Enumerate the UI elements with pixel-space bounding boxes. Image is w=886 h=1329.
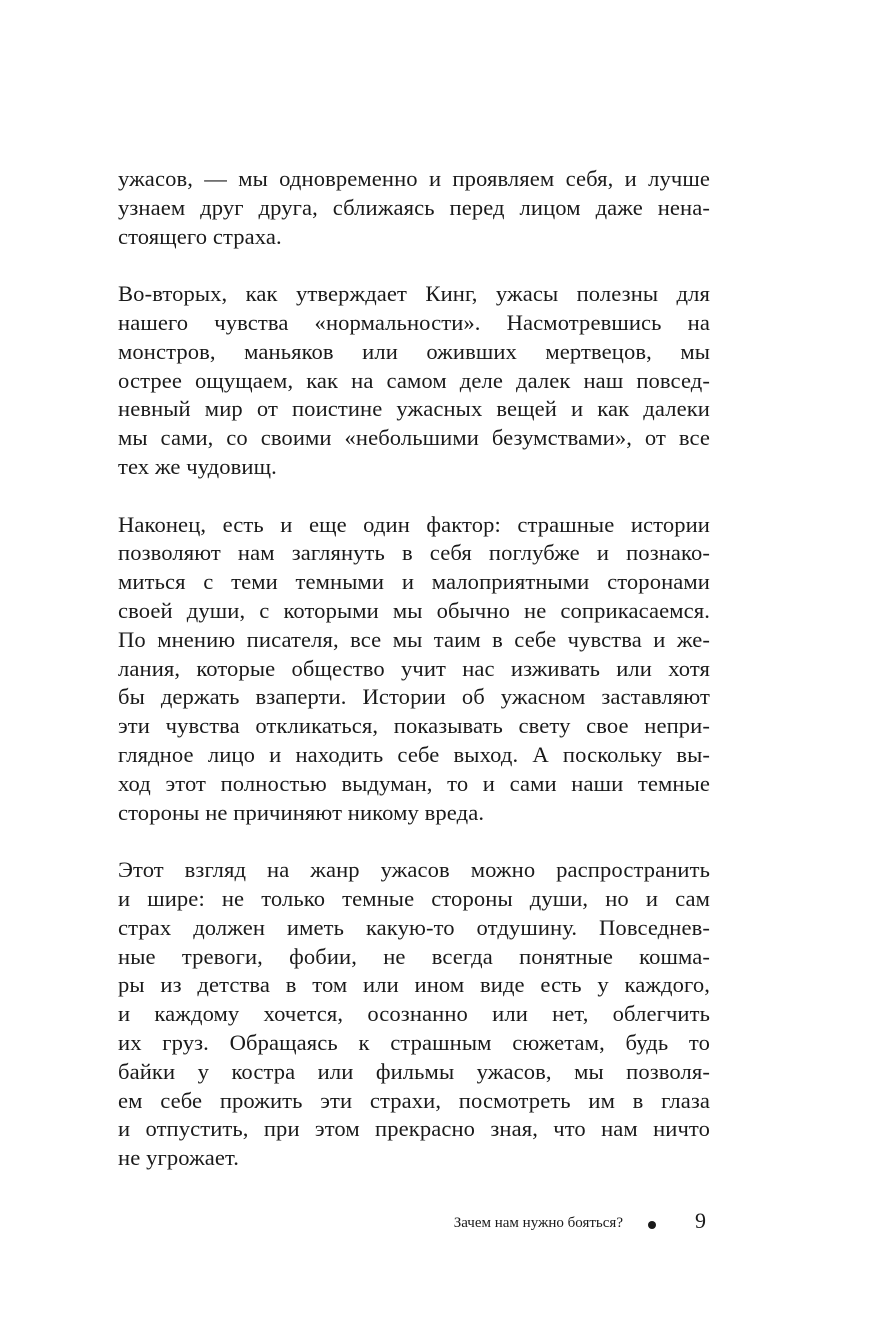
text-line: и шире: не только темные стороны души, но и сам bbox=[118, 885, 710, 911]
paragraph bbox=[118, 856, 710, 1173]
text-line: и каждому хочется, осознанно или нет, облегчить bbox=[118, 1001, 710, 1027]
text-line: тех же чудовищ. bbox=[118, 453, 277, 479]
text-line: ры из детства в том или ином виде есть у каждого, bbox=[118, 972, 710, 998]
text-line: острее ощущаем, как на самом деле далек наш повсед- bbox=[118, 367, 710, 393]
text-line: эти чувства откликаться, показывать свету свое непри- bbox=[118, 713, 710, 739]
text-line: своей души, с которыми мы обычно не соприкасаемся. bbox=[118, 597, 710, 623]
text-line: ужасов, — мы одновременно и проявляем себя, и лучше bbox=[118, 166, 710, 191]
text-line: нашего чувства «нормальности». Насмотревшись на bbox=[118, 309, 710, 335]
text-line: страх должен иметь какую-то отдушину. Повседнев- bbox=[118, 914, 710, 940]
page-footer bbox=[0, 1208, 886, 1238]
text-line: стоящего страха. bbox=[118, 223, 282, 249]
text-line: Этот взгляд на жанр ужасов можно распространить bbox=[118, 857, 710, 883]
text-line: мы сами, со своими «небольшими безумствами», от все bbox=[118, 425, 710, 451]
page-number: 9 bbox=[695, 1208, 706, 1233]
paragraph bbox=[118, 511, 710, 828]
running-title: Зачем нам нужно бояться? bbox=[453, 1215, 623, 1231]
paragraph bbox=[118, 280, 710, 482]
text-line: ные тревоги, фобии, не всегда понятные кошма- bbox=[118, 943, 710, 969]
text-line: невный мир от поистине ужасных вещей и как далеки bbox=[118, 396, 710, 422]
text-line: По мнению писателя, все мы таим в себе чувства и же- bbox=[118, 626, 710, 652]
text-line: позволяют нам заглянуть в себя поглубже и познако- bbox=[118, 540, 710, 566]
text-line: монстров, маньяков или оживших мертвецов, мы bbox=[118, 338, 710, 364]
text-line: их груз. Обращаясь к страшным сюжетам, будь то bbox=[118, 1029, 710, 1055]
text-line: бы держать взаперти. Истории об ужасном заставляют bbox=[118, 684, 710, 710]
text-line: Во-вторых, как утверждает Кинг, ужасы полезны для bbox=[118, 281, 710, 307]
text-line: не угрожает. bbox=[118, 1145, 240, 1171]
body-text bbox=[118, 165, 710, 1173]
text-line: стороны не причиняют никому вреда. bbox=[118, 799, 485, 825]
bullet-separator-icon bbox=[648, 1221, 656, 1229]
text-line: байки у костра или фильмы ужасов, мы позволя- bbox=[118, 1058, 710, 1084]
text-line: лания, которые общество учит нас изживать или хотя bbox=[118, 655, 710, 681]
paragraph bbox=[118, 165, 710, 251]
text-line: узнаем друг друга, сближаясь перед лицом даже нена- bbox=[118, 194, 710, 220]
text-line: Наконец, есть и еще один фактор: страшные истории bbox=[118, 511, 710, 537]
text-line: миться с теми темными и малоприятными сторонами bbox=[118, 569, 710, 595]
text-line: ем себе прожить эти страхи, посмотреть им в глаза bbox=[118, 1087, 710, 1113]
text-line: и отпустить, при этом прекрасно зная, что нам ничто bbox=[118, 1116, 710, 1142]
text-line: ход этот полностью выдуман, то и сами наши темные bbox=[118, 770, 710, 796]
text-line: глядное лицо и находить себе выход. А поскольку вы- bbox=[118, 741, 710, 767]
